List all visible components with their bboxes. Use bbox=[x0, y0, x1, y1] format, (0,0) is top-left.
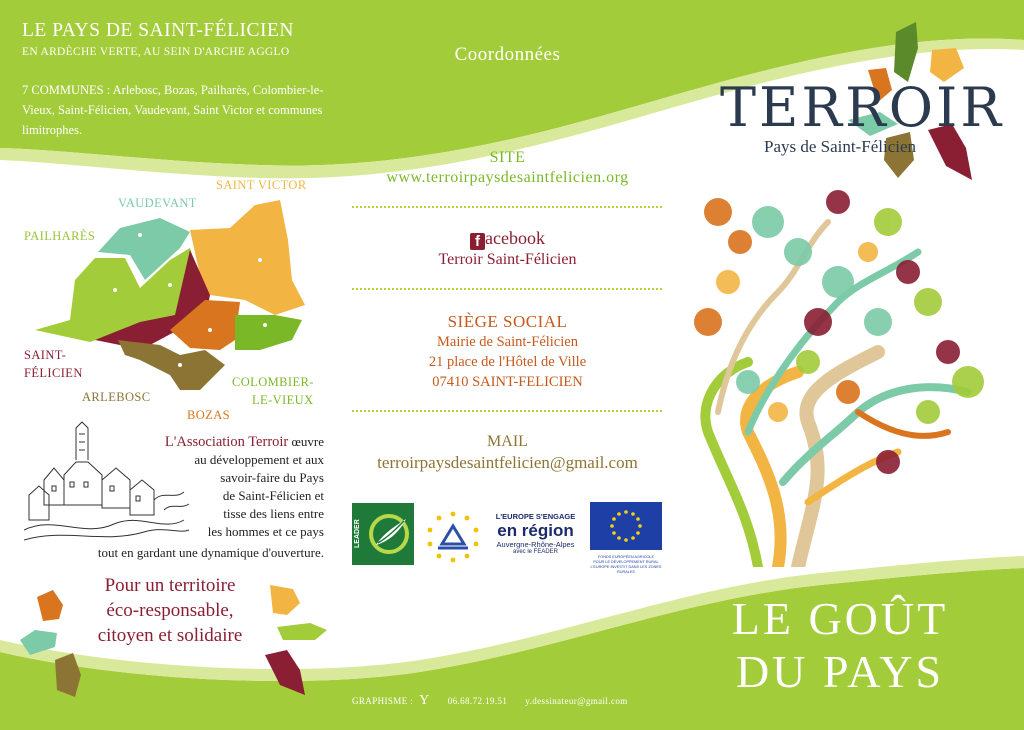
association-line-5: tisse des liens entre bbox=[223, 506, 324, 521]
map-label-vaudevant: VAUDEVANT bbox=[118, 196, 197, 210]
site-url-link[interactable]: www.terroirpaysdesaintfelicien.org bbox=[386, 169, 629, 186]
slogan-line-2: éco-responsable, bbox=[106, 600, 234, 621]
association-line-3: savoir-faire du Pays bbox=[220, 470, 324, 485]
siege-label: SIÈGE SOCIAL bbox=[447, 312, 568, 331]
siege-line-1: Mairie de Saint-Félicien bbox=[437, 334, 578, 350]
region-line-1: L'EUROPE S'ENGAGE bbox=[495, 512, 576, 521]
terroir-subtitle: Pays de Saint-Félicien bbox=[764, 137, 917, 156]
map-label-colombier-2: LE-VIEUX bbox=[252, 393, 314, 407]
eu-line-1: FONDS EUROPÉEN AGRICOLE bbox=[597, 555, 655, 559]
region-line-3: Auvergne-Rhône-Alpes bbox=[496, 540, 575, 549]
region-line-2: en région bbox=[497, 521, 574, 540]
siege-line-2: 21 place de l'Hôtel de Ville bbox=[428, 354, 587, 370]
leader-logo bbox=[352, 503, 414, 565]
map-label-saint-felicien-2: FÉLICIEN bbox=[24, 366, 83, 380]
mail-link[interactable]: terroirpaysdesaintfelicien@gmail.com bbox=[377, 453, 638, 472]
pays-subtitle: EN ARDÈCHE VERTE, AU SEIN D'ARCHE AGGLO bbox=[22, 46, 290, 58]
association-line-6: les hommes et ce pays bbox=[207, 524, 324, 539]
association-line-1: œuvre bbox=[288, 434, 324, 449]
star-logo bbox=[422, 508, 484, 564]
title-line-1: LE GOÛT bbox=[731, 593, 949, 644]
region-line-4: avec le FEADER bbox=[512, 549, 558, 555]
association-line-2: au développement et aux bbox=[194, 452, 324, 467]
map-label-pailhares: PAILHARÈS bbox=[24, 229, 96, 243]
credits-phone: 06.68.72.19.51 bbox=[447, 696, 508, 706]
slogan-line-1: Pour un territoire bbox=[104, 575, 236, 596]
eu-line-3: L'EUROPE INVESTIT DANS LES ZONES RURALES bbox=[590, 565, 662, 574]
facebook-label: acebook bbox=[485, 228, 545, 248]
map-label-saint-felicien-1: SAINT- bbox=[24, 348, 67, 362]
leaf-icons-left bbox=[15, 585, 335, 700]
divider-1 bbox=[352, 206, 662, 208]
site-label: SITE bbox=[489, 149, 526, 166]
facebook-page-link[interactable]: Terroir Saint-Félicien bbox=[438, 251, 577, 268]
map-label-arlebosc: ARLEBOSC bbox=[82, 390, 151, 404]
eu-flag-icon bbox=[590, 502, 662, 550]
coordonnees-heading: Coordonnées bbox=[454, 44, 561, 65]
region-logo bbox=[488, 512, 583, 567]
eu-line-2: POUR LE DÉVELOPPEMENT RURAL bbox=[593, 560, 659, 564]
association-highlight: L'Association Terroir bbox=[164, 434, 289, 450]
eu-logo bbox=[590, 502, 662, 574]
divider-2 bbox=[352, 288, 662, 290]
slogan-line-3: citoyen et solidaire bbox=[97, 625, 243, 646]
divider-3 bbox=[352, 410, 662, 412]
association-line-4: de Saint-Félicien et bbox=[222, 488, 324, 503]
leader-text: LEADER bbox=[354, 519, 361, 549]
map-label-bozas: BOZAS bbox=[187, 408, 230, 422]
tree-illustration bbox=[688, 182, 998, 567]
siege-line-3: 07410 SAINT-FELICIEN bbox=[432, 374, 583, 390]
facebook-icon: f bbox=[470, 233, 485, 250]
terroir-logo: TERROIR bbox=[720, 76, 1005, 139]
association-line-7: tout en gardant une dynamique d'ouverture. bbox=[97, 545, 324, 560]
credits bbox=[352, 693, 646, 709]
facebook-heading[interactable] bbox=[345, 228, 670, 250]
credits-signature: Y bbox=[419, 693, 430, 708]
credits-email[interactable]: y.dessinateur@gmail.com bbox=[525, 696, 628, 706]
map-label-saint-victor: SAINT VICTOR bbox=[216, 178, 307, 192]
map-label-colombier-1: COLOMBIER- bbox=[232, 375, 314, 389]
title-line-2: DU PAYS bbox=[735, 646, 945, 697]
mail-label: MAIL bbox=[487, 433, 528, 450]
credits-graphisme: GRAPHISME : bbox=[352, 696, 414, 706]
association-text bbox=[96, 433, 324, 541]
communes-text: 7 COMMUNES : Arlebosc, Bozas, Pailharès, Colombier-le-Vieux, Saint-Félicien, Vaudevant, Saint Victor et communes limitrophes. bbox=[22, 83, 324, 137]
pays-title: LE PAYS DE SAINT-FÉLICIEN bbox=[22, 20, 294, 41]
leaf-icon bbox=[366, 507, 412, 561]
